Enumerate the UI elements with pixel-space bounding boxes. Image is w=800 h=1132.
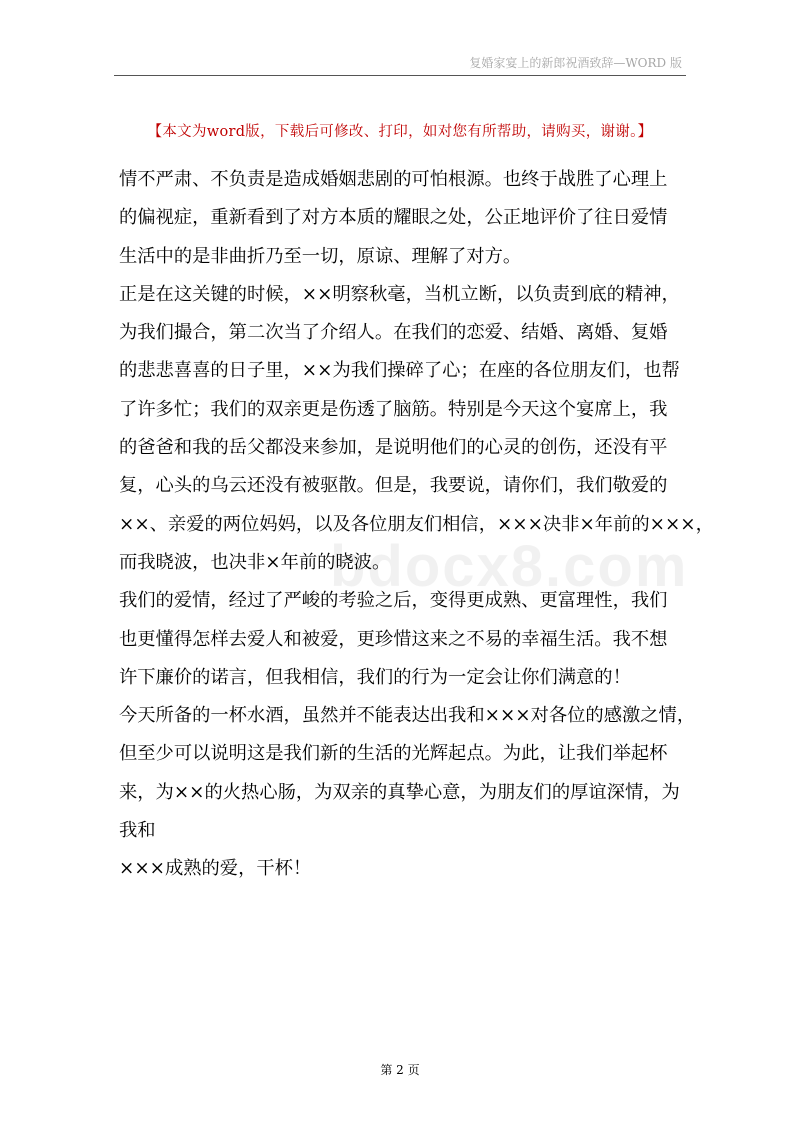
body-line: 生活中的是非曲折乃至一切，原谅、理解了对方。 [119, 245, 522, 267]
body-line: 许下廉价的诺言，但我相信，我们的行为一定会让你们满意的！ [119, 666, 631, 688]
body-line: 了许多忙；我们的双亲更是伤透了脑筋。特别是今天这个宴席上，我 [119, 398, 668, 420]
header-divider [114, 75, 686, 76]
body-line: 的爸爸和我的岳父都没来参加，是说明他们的心灵的创伤，还没有平 [119, 437, 668, 459]
body-line: 我们的爱情，经过了严峻的考验之后，变得更成熟、更富理性，我们 [119, 590, 668, 612]
page-number: 第 2 页 [380, 1063, 420, 1077]
watermark: bdocx8.com [330, 534, 689, 599]
body-line: 但至少可以说明这是我们新的生活的光辉起点。为此，让我们举起杯 [119, 743, 668, 765]
body-line: 正是在这关键的时候，××明察秋毫，当机立断，以负责到底的精神， [119, 283, 680, 305]
body-line: 复，心头的乌云还没有被驱散。但是，我要说，请你们，我们敬爱的 [119, 475, 668, 497]
body-line: ××、亲爱的两位妈妈，以及各位朋友们相信，×××决非×年前的×××， [119, 513, 714, 535]
purchase-notice: 【本文为word版，下载后可修改、打印，如对您有所帮助，请购买，谢谢。】 [147, 124, 653, 140]
page-header-title: 复婚家宴上的新郎祝酒致辞—WORD 版 [469, 56, 682, 70]
body-line: 也更懂得怎样去爱人和被爱，更珍惜这来之不易的幸福生活。我不想 [119, 628, 668, 650]
body-line: ×××成熟的爱，干杯！ [119, 858, 312, 880]
body-line: 为我们撮合，第二次当了介绍人。在我们的恋爱、结婚、离婚、复婚 [119, 322, 668, 344]
body-line: 情不严肃、不负责是造成婚姻悲剧的可怕根源。也终于战胜了心理上 [119, 169, 668, 190]
document-body [119, 161, 714, 889]
body-line: 今天所备的一杯水酒，虽然并不能表达出我和×××对各位的感激之情， [119, 705, 696, 727]
body-line: 的偏视症，重新看到了对方本质的耀眼之处，公正地评价了往日爱情 [119, 207, 668, 229]
body-line: 的悲悲喜喜的日子里，××为我们操碎了心；在座的各位朋友们，也帮 [119, 360, 680, 382]
body-line: 而我晓波，也决非×年前的晓波。 [119, 551, 391, 573]
body-line: 来，为××的火热心肠，为双亲的真挚心意，为朋友们的厚谊深情，为 [119, 781, 680, 803]
body-line: 我和 [119, 820, 156, 842]
